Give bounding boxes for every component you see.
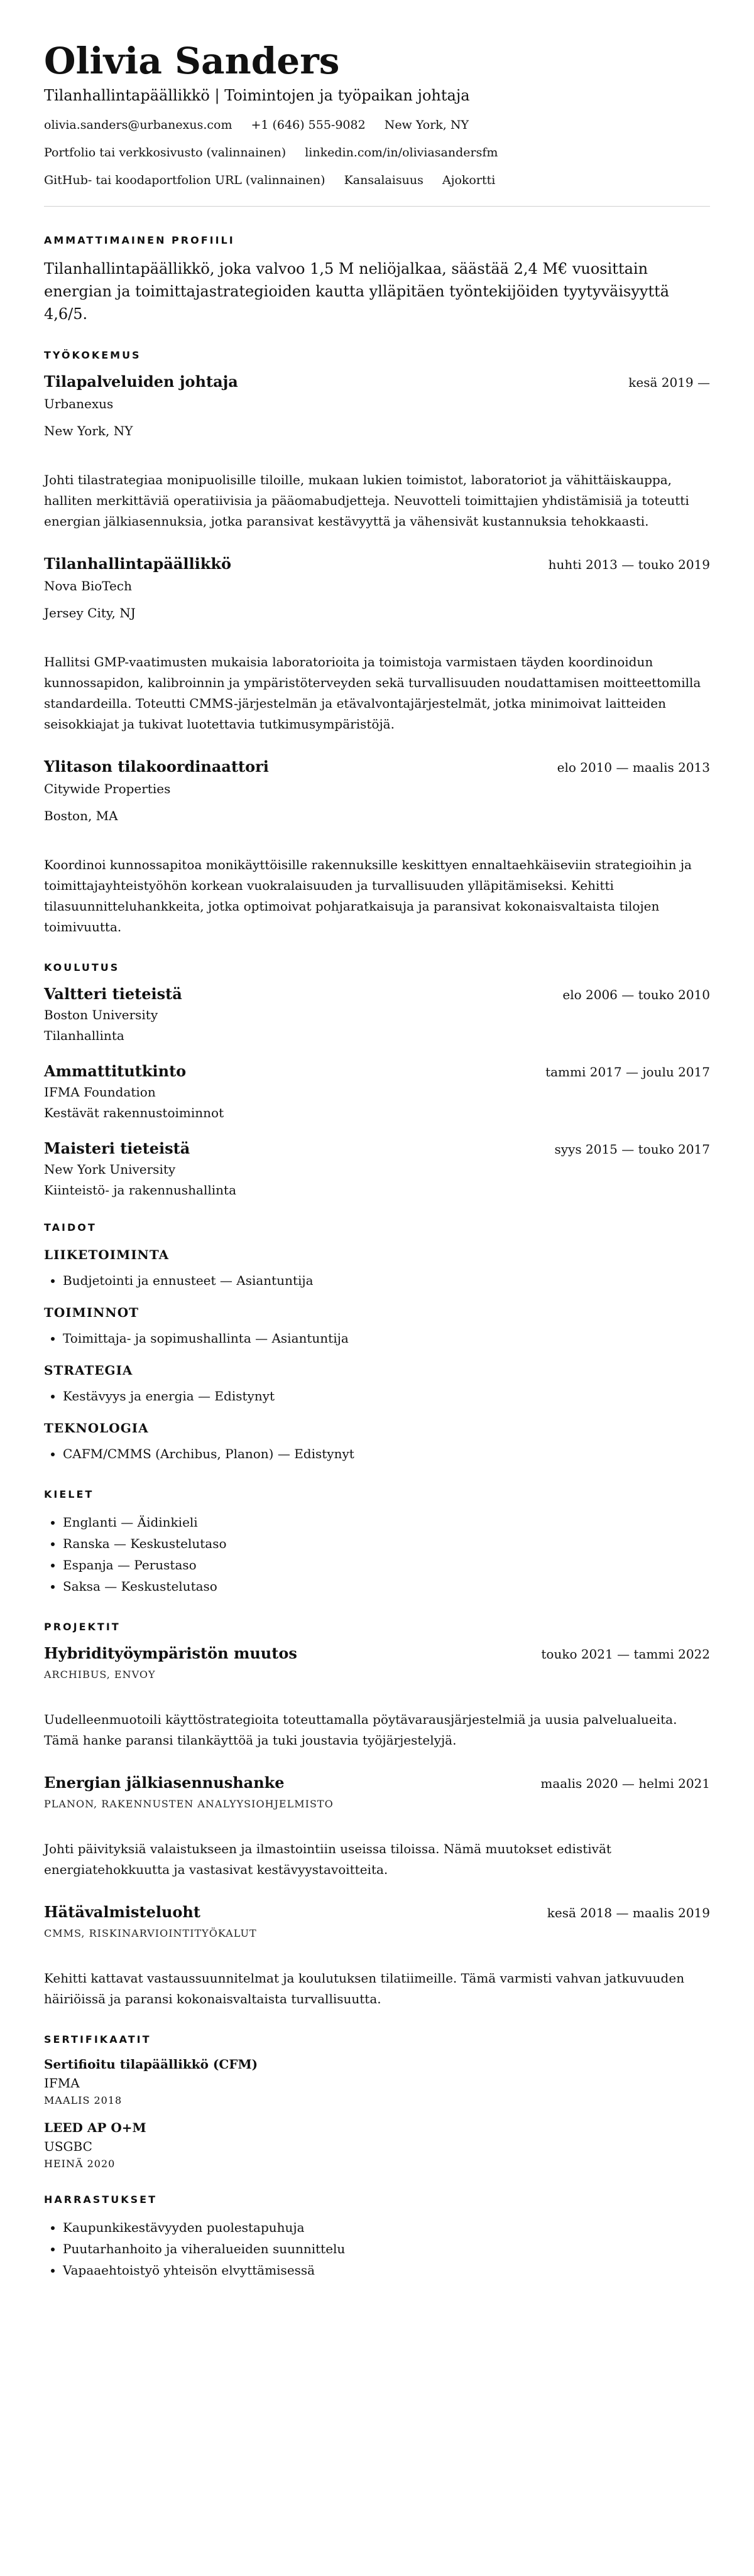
language-item: • Ranska — Keskustelutaso [63,1533,710,1554]
field-of-study: Kestävät rakennustoiminnot [44,1105,224,1120]
project-tools: PLANON, RAKENNUSTEN ANALYYSIOHJELMISTO [44,1798,334,1810]
certification-name: Sertifioitu tilapäällikkö (CFM) [44,2057,258,2072]
job-location: New York, NY [44,423,133,438]
project-dates: maalis 2020 — helmi 2021 [540,1776,710,1791]
phone-number[interactable]: +1 (646) 555-9082 [251,118,366,132]
skill-list [44,1270,710,1291]
skill-category: STRATEGIA [44,1363,133,1378]
contact-row-3 [44,173,710,187]
certification-issuer: USGBC [44,2139,92,2154]
certification-date: MAALIS 2018 [44,2094,123,2106]
project-entry [44,1644,710,1751]
project-dates: kesä 2018 — maalis 2019 [547,1905,710,1920]
email-link[interactable]: olivia.sanders@urbanexus.com [44,118,232,132]
github-link[interactable]: GitHub- tai koodaportfolion URL (valinnainen) [44,173,325,187]
contact-row-2 [44,146,710,160]
field-of-study: Tilanhallinta [44,1028,124,1043]
school-name: IFMA Foundation [44,1085,156,1100]
entry-header [44,555,710,573]
project-description: Uudelleenmuotoili käyttöstrategioita toteuttamalla pöytävarausjärjestelmiä ja uusia palvelualueita. Tämä hanke paransi tilankäyttöä ja tuki joustavia työjärjestelyjä. [44,1712,677,1748]
contact-row-1 [44,118,710,132]
degree-title: Maisteri tieteistä [44,1139,190,1157]
profile-text: Tilanhallintapäällikkö, joka valvoo 1,5 M neliöjalkaa, säästää 2,4 M€ vuosittain energian ja toimittajastrategioiden kautta ylläpitäen työntekijöiden tyytyväisyyttä 4,6/5. [44,260,670,323]
section-title-experience: TYÖKOKEMUS [44,349,141,361]
contact-info [44,118,710,187]
experience-entry [44,757,710,938]
section-title-skills: TAIDOT [44,1221,97,1233]
entry-header [44,1773,710,1792]
language-item: • Espanja — Perustaso [63,1554,710,1576]
company-name: Urbanexus [44,396,114,411]
location: New York, NY [384,118,469,132]
education-dates: tammi 2017 — joulu 2017 [545,1064,710,1080]
job-location: Jersey City, NJ [44,605,136,620]
certification-entry [44,2057,710,2106]
project-description: Johti päivityksiä valaistukseen ja ilmastointiin useissa tiloissa. Nämä muutokset edistivät energiatehokkuutta ja vastasivat kestävyystavoitteita. [44,1841,611,1877]
job-title: Tilanhallintapäällikkö [44,555,232,573]
candidate-name: Olivia Sanders [44,40,340,82]
section-title-languages: KIELET [44,1488,94,1500]
project-description: Kehitti kattavat vastaussuunnitelmat ja koulutuksen tilatiimeille. Tämä varmisti vahvan jatkuvuuden häiriöissä ja paransi kokonaisvaltaista turvallisuutta. [44,1971,685,2006]
education-section [44,961,710,1198]
field-of-study: Kiinteistö- ja rakennushallinta [44,1182,237,1198]
project-entry [44,1903,710,2010]
entry-header [44,757,710,776]
skill-item: • Kestävyys ja energia — Edistynyt [63,1385,710,1407]
education-entry [44,1139,710,1198]
job-dates: huhti 2013 — touko 2019 [548,557,710,572]
language-item: • Saksa — Keskustelutaso [63,1576,710,1597]
job-description: Koordinoi kunnossapitoa monikäyttöisille rakennuksille keskittyen ennaltaehkäiseviin strategioihin ja toimittajayhteistyöhön korkean vuokralaisuuden ja turvallisuuden ylläpitämiseksi. Kehitti tilasuunnitteluhankkeita, jotka optimoivat pohjaratkaisuja ja paransivat kokonaisvaltaista tilojen toimivuutta. [44,857,692,934]
skill-item: • Toimittaja- ja sopimushallinta — Asiantuntija [63,1328,710,1349]
project-name: Hätävalmisteluoht [44,1903,200,1921]
portfolio-link[interactable]: Portfolio tai verkkosivusto (valinnainen) [44,146,287,160]
experience-section [44,349,710,938]
header-divider [44,206,710,207]
project-tools: ARCHIBUS, ENVOY [44,1669,156,1680]
drivers-license: Ajokortti [442,173,496,187]
hobby-item: • Vapaaehtoistyö yhteisön elvyttämisessä [63,2259,710,2281]
section-title-certifications: SERTIFIKAATIT [44,2033,151,2045]
resume-header [44,39,710,187]
language-list [44,1512,710,1597]
job-title: Tilapalveluiden johtaja [44,372,238,391]
experience-entry [44,555,710,735]
entry-header [44,1062,710,1080]
degree-title: Valtteri tieteistä [44,985,182,1003]
skill-category: TEKNOLOGIA [44,1421,149,1436]
job-dates: kesä 2019 — [628,375,710,390]
education-entry [44,985,710,1043]
section-title-projects: PROJEKTIT [44,1621,121,1633]
certification-name: LEED AP O+M [44,2120,146,2135]
education-dates: syys 2015 — touko 2017 [554,1142,710,1157]
entry-header [44,985,710,1003]
skill-item: • Budjetointi ja ennusteet — Asiantuntija [63,1270,710,1291]
job-description: Johti tilastrategiaa monipuolisille tiloille, mukaan lukien toimistot, laboratoriot ja vähittäiskauppa, halliten merkittäviä operatiivisia ja pääomabudjetteja. Neuvotteli toimittajien yhdistämisiä ja toteutti energian jälkiasennuksia, jotka paransivat kestävyyttä ja vähensivät kustannuksia tehokkaasti. [44,472,689,529]
job-description: Hallitsi GMP-vaatimusten mukaisia laboratorioita ja toimistoja varmistaen täyden koordinoidun kunnossapidon, kalibroinnin ja ympäristöterveyden sekä turvallisuuden noudattamisen moitteettomilla standardeilla. Toteutti CMMS-järjestelmän ja etävalvontajärjestelmät, jotka minimoivat laitteiden seisokkiajat ja tukivat luotettavia tutkimusympäristöjä. [44,654,701,732]
job-dates: elo 2010 — maalis 2013 [557,760,710,775]
skills-section [44,1221,710,1464]
skill-item: • CAFM/CMMS (Archibus, Planon) — Edistynyt [63,1443,710,1464]
skill-list [44,1385,710,1407]
education-dates: elo 2006 — touko 2010 [562,987,710,1002]
entry-header [44,1139,710,1157]
certification-date: HEINÄ 2020 [44,2158,116,2170]
skill-category: TOIMINNOT [44,1305,139,1320]
project-dates: touko 2021 — tammi 2022 [541,1647,710,1662]
entry-header [44,1903,710,1921]
entry-header [44,372,710,391]
linkedin-link[interactable]: linkedin.com/in/oliviasandersfm [305,146,498,160]
section-title-hobbies: HARRASTUKSET [44,2194,157,2205]
hobby-list [44,2217,710,2281]
hobby-item: • Kaupunkikestävyyden puolestapuhuja [63,2217,710,2238]
certification-entry [44,2120,710,2170]
entry-header [44,1644,710,1662]
skill-list [44,1443,710,1464]
language-item: • Englanti — Äidinkieli [63,1512,710,1533]
job-title: Ylitason tilakoordinaattori [44,757,269,776]
languages-section [44,1488,710,1597]
project-name: Energian jälkiasennushanke [44,1773,285,1792]
project-name: Hybridityöympäristön muutos [44,1644,297,1662]
job-location: Boston, MA [44,808,118,823]
experience-entry [44,372,710,532]
section-title-profile: AMMATTIMAINEN PROFIILI [44,234,235,246]
education-entry [44,1062,710,1120]
certification-issuer: IFMA [44,2075,80,2091]
company-name: Citywide Properties [44,781,171,796]
degree-title: Ammattitutkinto [44,1062,187,1080]
project-entry [44,1773,710,1880]
skill-category: LIIKETOIMINTA [44,1247,170,1262]
school-name: New York University [44,1162,176,1177]
skill-list [44,1328,710,1349]
projects-section [44,1621,710,2010]
candidate-headline: Tilanhallintapäällikkö | Toimintojen ja työpaikan johtaja [44,87,470,104]
school-name: Boston University [44,1007,158,1022]
company-name: Nova BioTech [44,578,132,593]
project-tools: CMMS, RISKINARVIOINTITYÖKALUT [44,1927,257,1939]
citizenship: Kansalaisuus [344,173,423,187]
profile-section [44,234,710,325]
certifications-section [44,2033,710,2170]
hobby-item: • Puutarhanhoito ja viheralueiden suunnittelu [63,2238,710,2259]
section-title-education: KOULUTUS [44,961,120,973]
hobbies-section [44,2194,710,2281]
